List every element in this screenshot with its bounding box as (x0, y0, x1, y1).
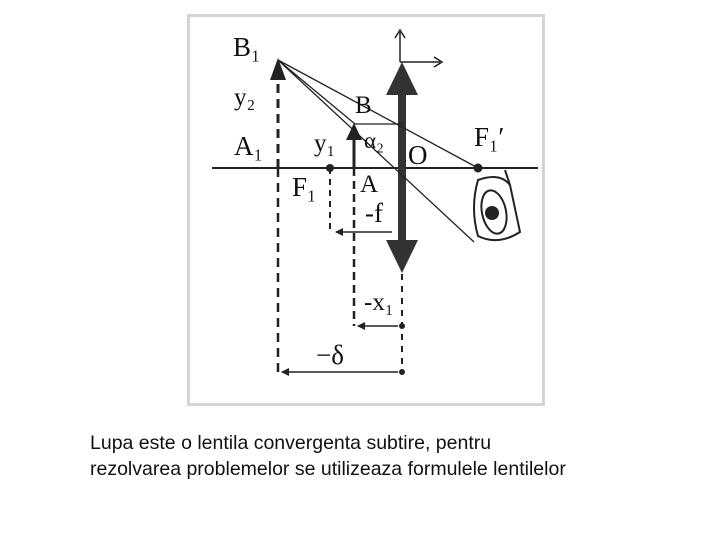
caption-line-2: rezolvarea problemelor se utilizeaza formulele lentilelor (90, 458, 566, 480)
caption-line-1: Lupa este o lentila convergenta subtire, pentru (90, 432, 492, 454)
label-f1: F₁ (292, 172, 317, 202)
focus-point-f1-prime (474, 164, 483, 173)
label-f1-prime: F₁′ (474, 122, 505, 152)
label-minus-f: -f (365, 198, 383, 228)
label-y2: y₂ (234, 84, 256, 111)
label-a1: A₁ (234, 131, 263, 161)
label-b1: B₁ (233, 32, 261, 62)
label-minus-delta: −δ (316, 340, 344, 370)
label-y1: y₁ (314, 130, 336, 157)
focus-point-f1 (326, 164, 334, 172)
label-o: O (408, 140, 428, 170)
caption (90, 430, 700, 482)
label-b: B (355, 92, 372, 119)
label-alpha2: α₂ (364, 128, 385, 153)
label-a: A (360, 171, 379, 198)
label-minus-x1: -x₁ (364, 289, 394, 316)
